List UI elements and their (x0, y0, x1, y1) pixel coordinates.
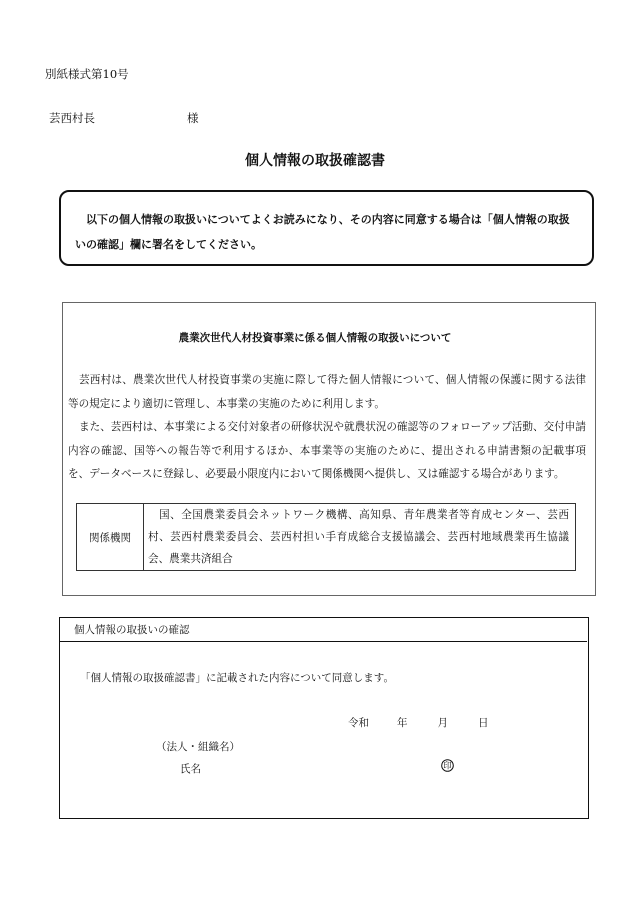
table-row (77, 504, 576, 571)
honorific: 様 (187, 111, 199, 125)
related-organizations-table (76, 503, 576, 571)
seal-icon (441, 759, 454, 772)
document-title: 個人情報の取扱確認書 (245, 153, 385, 169)
related-organizations-list: 国、全国農業委員会ネットワーク機構、高知県、青年農業者等育成センター、芸西村、芸西村農業委員会、芸西村担い手育成総合支援協議会、芸西村地域農業再生協議会、農業共済組合 (144, 504, 576, 571)
confirmation-box (59, 617, 589, 819)
consent-statement: 「個人情報の取扱確認書」に記載された内容について同意します。 (80, 672, 394, 684)
date-month-label: 月 (437, 717, 448, 729)
related-organizations-label: 関係機関 (77, 504, 144, 571)
confirmation-header: 個人情報の取扱いの確認 (60, 618, 587, 642)
info-paragraph-1: 芸西村は、農業次世代人材投資事業の実施に際して得た個人情報について、個人情報の保護に関する法律等の規定により適切に管理し、本事業の実施のために利用します。 (68, 374, 586, 410)
date-field[interactable] (348, 715, 489, 730)
corporation-name-label: （法人・組織名） (156, 741, 240, 753)
date-day-label: 日 (478, 717, 489, 729)
addressee-line (45, 110, 199, 126)
date-year-label: 年 (397, 717, 408, 729)
date-era: 令和 (348, 717, 369, 729)
notice-text: 以下の個人情報の取扱いについてよくお読みになり、その内容に同意する場合は「個人情報の取扱いの確認」欄に署名をしてください。 (75, 213, 570, 251)
name-field-label[interactable]: 氏名 (180, 763, 201, 775)
notice-box (59, 190, 594, 266)
info-title: 農業次世代人材投資事業に係る個人情報の取扱いについて (178, 332, 452, 344)
seal-mark-text: 印 (443, 761, 452, 772)
form-number: 別紙様式第10号 (45, 67, 129, 81)
recipient-name: 芸西村長 (49, 111, 95, 125)
info-paragraph-2: また、芸西村は、本事業による交付対象者の研修状況や就農状況の確認等のフォローアップ活動、交付申請内容の確認、国等への報告等で利用するほか、本事業等の実施のために、提出される申請書類の記載事項を、データベースに登録し、必要最小限度内において関係機関へ提供し、又は確認する場合があります。 (68, 421, 586, 480)
